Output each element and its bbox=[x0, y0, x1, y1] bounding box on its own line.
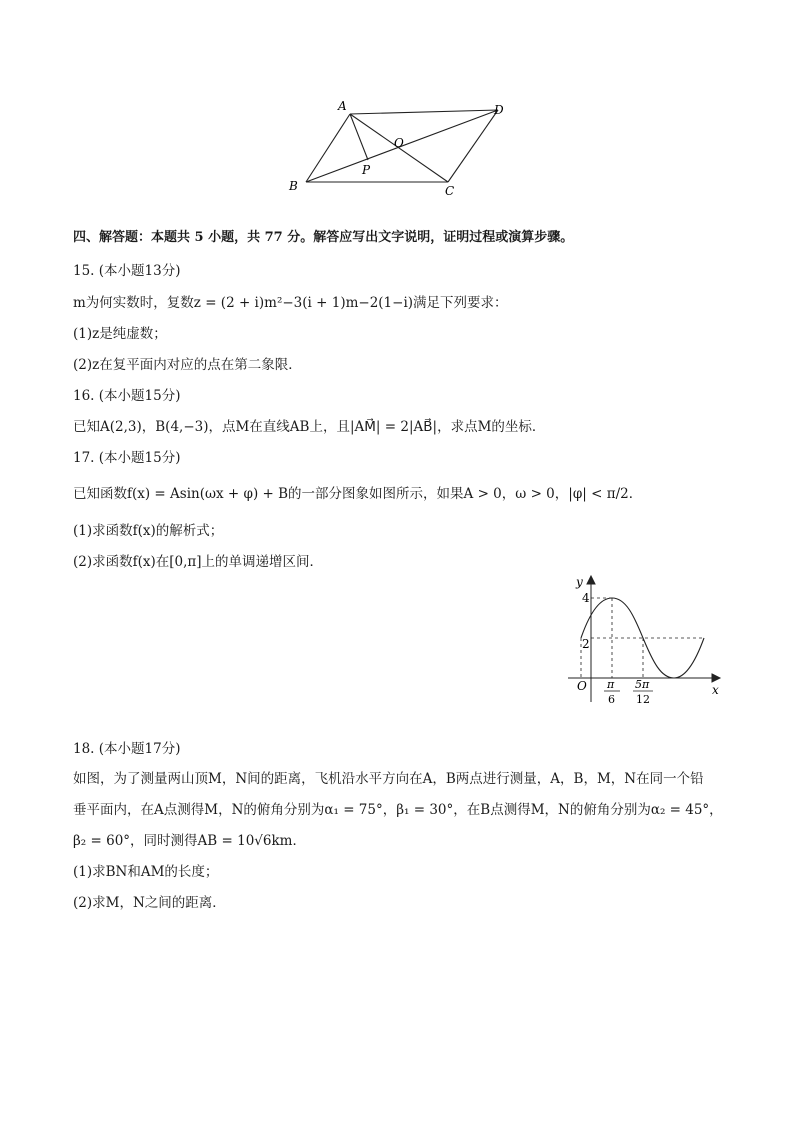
q18-header: 18. (本小题17分) bbox=[73, 741, 181, 757]
q15-part1: (1)z是纯虚数； bbox=[73, 326, 167, 342]
x-axis-label: x bbox=[712, 683, 719, 697]
q16-header: 16. (本小题15分) bbox=[73, 388, 181, 404]
y-tick-2: 2 bbox=[582, 637, 590, 651]
x-axis-arrow bbox=[712, 674, 720, 682]
q16-stem: 已知A(2,3)，B(4,−3)，点M在直线AB上，且|AM⃗| = 2|AB⃗|，求点M的坐标． bbox=[73, 419, 546, 435]
q18-line1: 如图，为了测量两山顶M，N间的距离，飞机沿水平方向在A，B两点进行测量，A，B，M，N在同一个铅 bbox=[73, 771, 704, 787]
x-tick-pi6-den: 6 bbox=[608, 693, 615, 706]
q17-part1: (1)求函数f(x)的解析式； bbox=[73, 523, 224, 539]
x-tick-5pi12-den: 12 bbox=[636, 693, 650, 706]
y-axis-arrow bbox=[587, 576, 595, 584]
edge-BA bbox=[306, 114, 350, 182]
x-tick-5pi12-num: 5π bbox=[635, 678, 650, 691]
q17-stem: 已知函数f(x) = Asin(ωx + φ) + B的一部分图象如图所示，如果A > 0，ω > 0，|φ| < π/2． bbox=[73, 486, 643, 502]
edge-AD bbox=[350, 110, 498, 114]
q17-header: 17. (本小题15分) bbox=[73, 450, 181, 466]
parallelogram-figure bbox=[280, 92, 520, 202]
q18-part2: (2)求M，N之间的距离． bbox=[73, 895, 226, 911]
x-tick-pi6-num: π bbox=[607, 678, 615, 691]
q17-part2: (2)求函数f(x)在[0,π]上的单调递增区间． bbox=[73, 554, 324, 570]
q18-line3: β₂ = 60°，同时测得AB = 10√6km． bbox=[73, 833, 306, 849]
q15-header: 15. (本小题13分) bbox=[73, 263, 181, 279]
q15-stem: m为何实数时，复数z = (2 + i)m²−3(i + 1)m−2(1−i)满足下列要求： bbox=[73, 295, 508, 311]
label-C: C bbox=[445, 184, 455, 198]
section-heading: 四、解答题：本题共 5 小题，共 77 分。解答应写出文字说明，证明过程或演算步骤。 bbox=[73, 230, 574, 245]
label-O: O bbox=[394, 136, 404, 150]
label-A: A bbox=[338, 99, 347, 113]
origin-label: O bbox=[577, 679, 587, 693]
y-tick-4: 4 bbox=[582, 591, 590, 605]
label-D: D bbox=[494, 103, 504, 117]
q18-line2: 垂平面内，在A点测得M，N的俯角分别为α₁ = 75°，β₁ = 30°，在B点测得M，N的俯角分别为α₂ = 45°， bbox=[73, 802, 723, 818]
q15-part2: (2)z在复平面内对应的点在第二象限． bbox=[73, 357, 302, 373]
edge-DC bbox=[448, 110, 498, 182]
q18-part1: (1)求BN和AM的长度； bbox=[73, 864, 219, 880]
label-B: B bbox=[289, 179, 298, 193]
y-axis-label: y bbox=[576, 575, 583, 589]
sine-graph bbox=[560, 572, 730, 712]
label-P: P bbox=[362, 163, 371, 177]
